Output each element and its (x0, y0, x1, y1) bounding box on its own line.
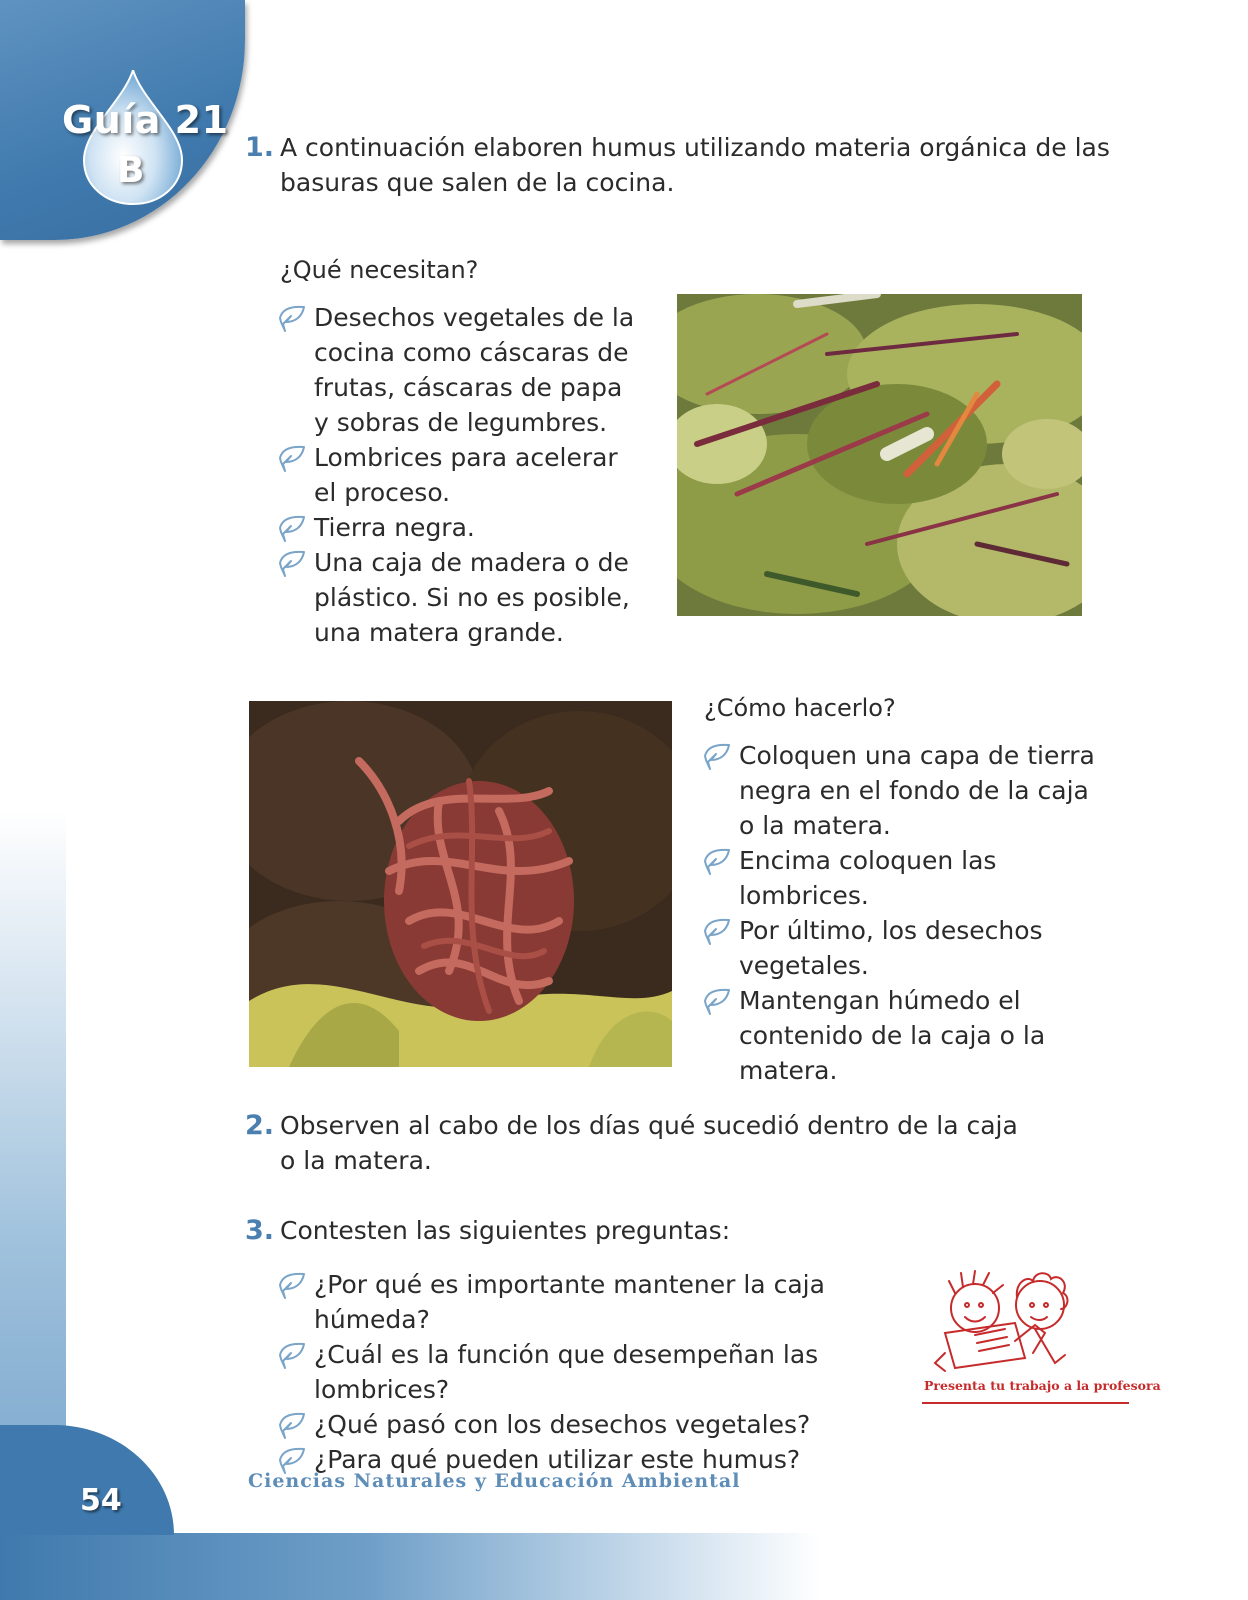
subject-footer: Ciencias Naturales y Educación Ambiental (248, 1470, 741, 1492)
worms-in-soil-photo (249, 701, 672, 1067)
list-line: y sobras de legumbres. (314, 408, 608, 437)
how-list (702, 738, 1102, 1088)
question-item (277, 1337, 917, 1407)
lightning-leaf-icon (702, 918, 732, 946)
list-item (702, 983, 1102, 1088)
list-line: vegetales. (739, 951, 869, 980)
list-item (277, 545, 637, 650)
lightning-leaf-icon (702, 988, 732, 1016)
list-line: negra en el fondo de la caja (739, 776, 1089, 805)
item-number: 1. (245, 132, 275, 163)
list-line: Encima coloquen las (739, 846, 997, 875)
list-item (277, 440, 637, 510)
item-text-line: Contesten las siguientes preguntas: (280, 1216, 731, 1245)
instruction-2 (245, 1108, 1125, 1178)
list-line: Por último, los desechos (739, 916, 1043, 945)
list-line: Lombrices para acelerar (314, 443, 618, 472)
question-item (277, 1407, 917, 1442)
lightning-leaf-icon (277, 1412, 307, 1440)
list-item (702, 913, 1102, 983)
item-text-line: o la matera. (280, 1146, 432, 1175)
list-line: Mantengan húmedo el (739, 986, 1021, 1015)
question-text: ¿Por qué es importante mantener la caja húmeda? (314, 1270, 825, 1334)
item-number: 3. (245, 1215, 275, 1246)
list-line: plástico. Si no es posible, (314, 583, 630, 612)
questions-list (277, 1267, 917, 1477)
list-line: frutas, cáscaras de papa (314, 373, 623, 402)
instruction-3 (245, 1213, 1125, 1248)
list-line: Coloquen una capa de tierra (739, 741, 1095, 770)
lightning-leaf-icon (277, 515, 307, 543)
lightning-leaf-icon (277, 1272, 307, 1300)
vegetable-scraps-photo (677, 294, 1082, 616)
item-text-line: A continuación elaboren humus utilizando materia orgánica de las (280, 133, 1110, 162)
list-item (277, 510, 637, 545)
question-item (277, 1267, 917, 1337)
list-line: cocina como cáscaras de (314, 338, 629, 367)
list-item (277, 300, 637, 440)
lightning-leaf-icon (277, 445, 307, 473)
question-text: ¿Qué pasó con los desechos vegetales? (314, 1410, 811, 1439)
lightning-leaf-icon (702, 743, 732, 771)
instruction-1 (245, 130, 1125, 200)
stamp-caption: Presenta tu trabajo a la profesora (924, 1378, 1161, 1393)
list-item (702, 843, 1102, 913)
lightning-leaf-icon (277, 305, 307, 333)
item-number: 2. (245, 1110, 275, 1141)
page-number: 54 (80, 1483, 122, 1518)
list-line: Tierra negra. (314, 513, 475, 542)
list-line: Una caja de madera o de (314, 548, 629, 577)
question-text: ¿Para qué pueden utilizar este humus? (314, 1445, 801, 1474)
item-text-line: basuras que salen de la cocina. (280, 168, 675, 197)
list-line: o la matera. (739, 811, 891, 840)
list-item (702, 738, 1102, 843)
list-line: una matera grande. (314, 618, 564, 647)
page-number-tab (0, 1425, 174, 1535)
stamp-underline (922, 1402, 1129, 1404)
list-line: el proceso. (314, 478, 451, 507)
item-text-line: Observen al cabo de los días qué sucedió dentro de la caja (280, 1111, 1018, 1140)
list-line: Desechos vegetales de la (314, 303, 635, 332)
list-line: matera. (739, 1056, 838, 1085)
list-line: lombrices. (739, 881, 869, 910)
lightning-leaf-icon (277, 1342, 307, 1370)
lightning-leaf-icon (277, 550, 307, 578)
guide-title: Guía 21 (62, 98, 229, 142)
lightning-leaf-icon (702, 848, 732, 876)
needs-heading: ¿Qué necesitan? (280, 256, 479, 284)
needs-list (277, 300, 637, 650)
guide-letter: B (117, 150, 145, 191)
bottom-gradient-band (0, 1533, 820, 1600)
how-heading: ¿Cómo hacerlo? (704, 694, 896, 722)
list-line: contenido de la caja o la (739, 1021, 1046, 1050)
question-text: ¿Cuál es la función que desempeñan las lombrices? (314, 1340, 819, 1404)
